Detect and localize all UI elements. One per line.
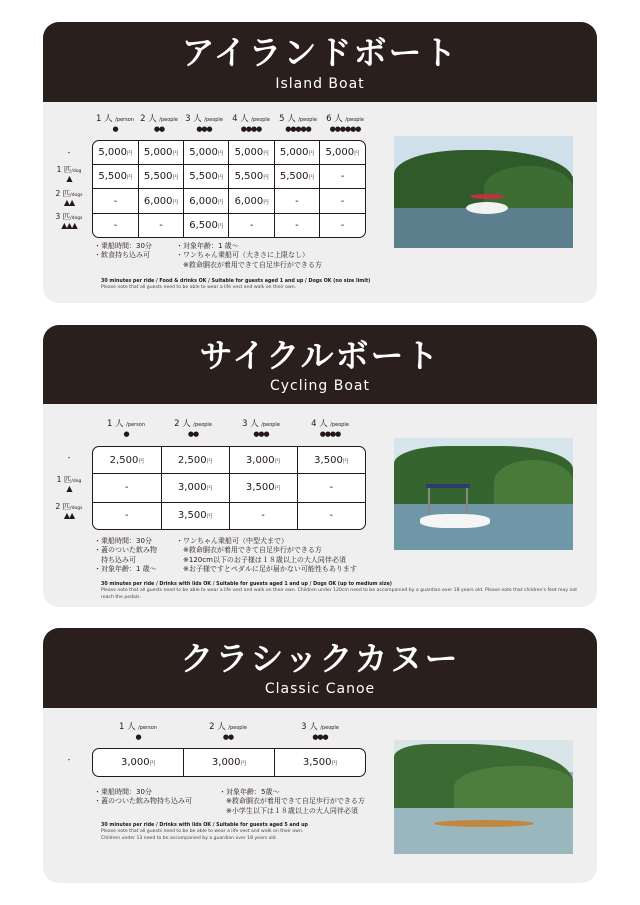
price-cell: 3,500円 [297,447,365,474]
price-cell: 3,000円 [161,474,229,502]
price-cell: 3,000円 [93,749,184,776]
col-header: 2 人 /people ●● [168,420,218,438]
price-cell: 5,500円 [274,164,319,189]
cycling-boat-fine-print: 30 minutes per ride / Drinks with lids OK / Suitable for guests aged 1 and up / Dogs OK (up to medium size) Please note that all guests need to be able to wear a life vest and walk on their own. Children under 120cm need to be accompanied by a guardian over 18 years old. Please note that children's feet may not reach the pedals. [101,582,578,601]
col-header: 1 人 /person ● [101,420,151,438]
classic-canoe-info-right: ・対象年齢：5歳〜 ※救命胴衣が着用できて自足歩行ができる方 ※小学生以下は１８歳以上の大人同伴必須 [219,788,365,815]
price-cell: - [329,510,334,522]
price-cell: - [93,189,138,214]
col-header: 3 人 /people ●●● [235,420,287,438]
price-cell: 5,000円 [320,141,365,164]
price-cell: - [93,213,138,237]
row-label: - [67,755,71,764]
person-icon: ●●●● [319,429,341,438]
price-cell: 3,500円 [161,502,229,529]
row-label: 2 匹/dogs ▲▲ [51,503,87,521]
island-boat-fine-print: 30 minutes per ride / Food & drinks OK / Suitable for guests aged 1 and up / Dogs OK (no size limit) Please note that all guests need to be able to wear a life vest and walk on their own. [101,279,371,291]
row-label: 1 匹/dog ▲ [51,476,87,494]
classic-canoe-title-jp: クラシックカヌー [180,639,460,678]
person-icon: ●●● [196,124,212,133]
classic-canoe-card [43,628,597,883]
price-cell: 3,500円 [229,474,297,502]
row-label: 1 匹/dog ▲ [51,166,87,184]
price-cell: 5,000円 [274,141,319,164]
cycling-boat-price-table [92,446,366,530]
price-cell: 5,500円 [93,164,138,189]
row-label: - [67,148,71,157]
col-header: 3 人 /people ●●● [182,115,226,133]
col-header: 5 人 /people ●●●●● [275,115,321,133]
price-cell: 3,000円 [184,749,275,776]
price-cell: 5,500円 [138,164,183,189]
price-cell: 5,000円 [93,141,138,164]
row-label: - [67,453,71,462]
cycling-boat-card [43,325,597,607]
price-cell: 5,500円 [229,164,274,189]
cycling-boat-title-jp: サイクルボート [199,336,441,375]
classic-canoe-info-left: ・乗船時間：30分 ・蓋のついた飲み物持ち込み可 [94,788,192,806]
person-icon: ● [112,124,118,133]
price-cell: - [93,502,161,529]
island-boat-title-jp: アイランドボート [181,33,459,72]
cycling-boat-title-en: Cycling Boat [270,378,370,394]
price-cell: 3,000円 [229,447,297,474]
col-header: 4 人 /people ●●●● [229,115,273,133]
island-boat-info-right: ・対象年齢：1 歳〜 ・ワンちゃん乗船可（大きさに上限なし） ※救命胴衣が着用できて自足歩行ができる方 [176,242,322,269]
col-header: 1 人 /person ● [96,114,134,133]
dog-icon: ▲ [66,173,72,183]
classic-canoe-fine-print: 30 minutes per ride / Drinks with lids OK / Suitable for guests aged 5 and up Please note that all guests need to be be able to wear a life vest and walk on their own. Children under 13 need to be accompanied by a guardian over 18 years old. [101,823,308,842]
price-cell: 2,500円 [93,447,161,474]
dog-icon: ▲▲ [63,510,75,520]
price-cell: - [274,213,319,237]
classic-canoe-price-table [92,748,366,777]
price-cell: 5,500円 [184,164,229,189]
price-cell: 6,500円 [184,213,229,237]
person-icon: ●● [222,732,234,741]
classic-canoe-title-en: Classic Canoe [264,681,376,697]
island-boat-price-table [92,140,366,238]
col-header: 2 人 /people ●● [140,114,178,133]
person-icon: ●● [153,124,165,133]
price-cell: 5,000円 [138,141,183,164]
person-icon: ●●● [312,732,328,741]
island-boat-header [43,22,597,102]
person-icon: ●●●●● [285,124,311,133]
classic-canoe-photo [394,740,573,854]
person-icon: ●●●● [240,124,262,133]
col-header: 4 人 /people ●●●● [303,420,357,438]
col-header: 3 人 /people ●●● [293,723,347,741]
island-boat-title-en: Island Boat [275,76,365,92]
price-cell: 6,000円 [229,189,274,214]
island-boat-card [43,22,597,303]
price-cell: - [229,502,297,529]
price-cell: 3,500円 [302,757,337,768]
dog-icon: ▲▲▲ [61,220,77,230]
price-cell: - [320,164,365,189]
cycling-boat-photo [394,438,573,550]
price-cell: - [274,189,319,214]
person-icon: ● [123,429,129,438]
classic-canoe-header [43,628,597,708]
price-cell: - [93,474,161,502]
cycling-boat-header [43,325,597,404]
row-label: 3 匹/dogs ▲▲▲ [51,213,87,231]
person-icon: ●● [187,429,199,438]
person-icon: ●●● [253,429,269,438]
price-cell: - [340,219,345,231]
price-cell: - [297,474,365,502]
price-cell: - [138,213,183,237]
col-header: 6 人 /people ●●●●●● [321,115,369,133]
price-cell: 5,000円 [229,141,274,164]
island-boat-info-left: ・乗船時間：30分 ・飲食持ち込み可 [94,242,152,260]
price-cell: 5,000円 [184,141,229,164]
row-label: 2 匹/dogs ▲▲ [51,190,87,208]
dog-icon: ▲ [66,483,72,493]
price-cell: 2,500円 [161,447,229,474]
col-header: 2 人 /people ●● [203,723,253,741]
price-cell: - [320,189,365,214]
cycling-boat-info-right: ・ワンちゃん乗船可（中型犬まで） ※救命胴衣が着用できて自足歩行ができる方 ※120cm以下のお子様は１８歳以上の大人同伴必須 ※お子様ですとペダルに足が届かない可能性もあります [176,537,357,574]
person-icon: ●●●●●● [329,124,361,133]
price-cell: 6,000円 [184,189,229,214]
cycling-boat-info-left: ・乗船時間：30分 ・蓋のついた飲み物 持ち込み可 ・対象年齢：1 歳〜 [94,537,157,574]
island-boat-photo [394,136,573,248]
dog-icon: ▲▲ [63,197,75,207]
person-icon: ● [135,732,141,741]
price-cell: - [229,213,274,237]
price-cell: 6,000円 [138,189,183,214]
col-header: 1 人 /person ● [113,723,163,741]
